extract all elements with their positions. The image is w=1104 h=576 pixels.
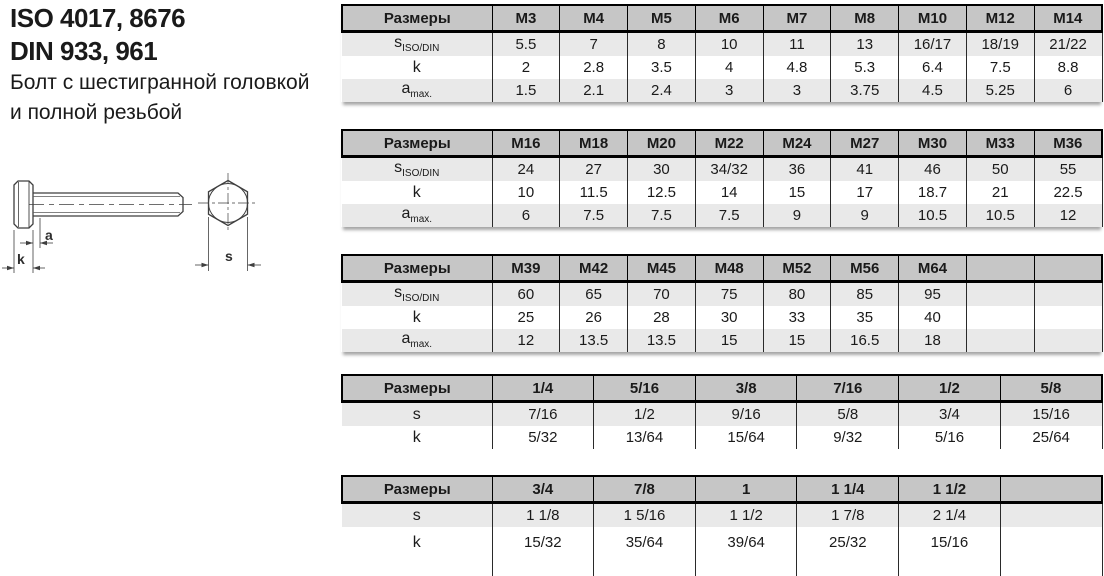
dimension-value-cell: 18/19	[966, 32, 1034, 57]
dimension-value-cell: 21/22	[1034, 32, 1102, 57]
dimension-value-cell: 17	[831, 181, 899, 204]
dimension-value-cell: 2.4	[628, 79, 696, 102]
size-column-header: 1 1/4	[797, 476, 899, 503]
size-column-header: M6	[695, 5, 763, 32]
dimension-row	[342, 181, 1102, 204]
dimension-value-cell	[1000, 503, 1102, 528]
dimension-value-cell: 7.5	[628, 204, 696, 227]
size-column-header: M4	[560, 5, 628, 32]
dimension-value-cell: 1 1/8	[492, 503, 594, 528]
dimension-value-cell: 3	[695, 79, 763, 102]
size-column-header: M36	[1034, 130, 1102, 157]
size-column-header: 1/4	[492, 375, 594, 402]
size-column-header: M56	[831, 255, 899, 282]
dimension-value-cell: 35/64	[594, 527, 696, 576]
dimension-row	[342, 204, 1102, 227]
dimension-value-cell: 7.5	[560, 204, 628, 227]
dimension-label-s: s	[225, 248, 233, 264]
dimension-value-cell: 16/17	[899, 32, 967, 57]
dimension-value-cell: 1.5	[492, 79, 560, 102]
dimension-value-cell	[1034, 306, 1102, 329]
size-column-header: M10	[899, 5, 967, 32]
size-column-header: M24	[763, 130, 831, 157]
bolt-side-view	[14, 181, 192, 228]
dimension-value-cell: 35	[831, 306, 899, 329]
dimension-value-cell: 7.5	[966, 56, 1034, 79]
header-row	[342, 130, 1102, 157]
dimension-label-a: a	[45, 227, 53, 243]
size-column-header: 1/2	[899, 375, 1001, 402]
size-column-header	[1034, 255, 1102, 282]
size-column-header: M42	[560, 255, 628, 282]
dimension-value-cell: 10.5	[899, 204, 967, 227]
dimension-value-cell: 25/64	[1000, 426, 1102, 449]
dimension-value-cell: 1 7/8	[797, 503, 899, 528]
size-column-header: M3	[492, 5, 560, 32]
dimension-value-cell: 26	[560, 306, 628, 329]
size-column-header: M12	[966, 5, 1034, 32]
inch-table-small	[341, 374, 1103, 449]
dimension-row	[342, 282, 1102, 307]
dimension-value-cell: 8.8	[1034, 56, 1102, 79]
dimension-value-cell: 15	[695, 329, 763, 352]
row-label: k	[342, 56, 492, 79]
dimension-value-cell: 10	[492, 181, 560, 204]
dimension-value-cell: 40	[899, 306, 967, 329]
dimension-value-cell: 1 5/16	[594, 503, 696, 528]
description-line-2: и полной резьбой	[10, 101, 183, 124]
title-block	[10, 2, 340, 128]
dimension-value-cell: 1/2	[594, 402, 696, 427]
dimension-value-cell: 18.7	[899, 181, 967, 204]
row-label-header: Размеры	[342, 5, 492, 32]
dimension-value-cell: 5/16	[899, 426, 1001, 449]
dimension-value-cell: 5/32	[492, 426, 594, 449]
row-label: k	[342, 527, 492, 576]
bolt-drawing-svg	[0, 170, 290, 340]
header-row	[342, 5, 1102, 32]
dimension-value-cell: 1 1/2	[695, 503, 797, 528]
dimension-value-cell: 14	[695, 181, 763, 204]
size-column-header: 1 1/2	[899, 476, 1001, 503]
dimension-value-cell: 5.3	[831, 56, 899, 79]
size-column-header	[1000, 476, 1102, 503]
dimension-row	[342, 32, 1102, 57]
row-label: k	[342, 306, 492, 329]
dimension-value-cell: 6	[1034, 79, 1102, 102]
size-column-header: 7/8	[594, 476, 696, 503]
dimension-label-k: k	[17, 251, 25, 267]
size-column-header: 1	[695, 476, 797, 503]
bolt-technical-drawing	[0, 170, 290, 340]
dimension-value-cell: 2 1/4	[899, 503, 1001, 528]
size-column-header: M64	[899, 255, 967, 282]
dimension-value-cell: 95	[899, 282, 967, 307]
dimension-value-cell: 50	[966, 157, 1034, 182]
standard-din-title: DIN 933, 961	[10, 36, 158, 66]
dimension-value-cell: 13/64	[594, 426, 696, 449]
size-column-header: 3/8	[695, 375, 797, 402]
dimension-value-cell: 13	[831, 32, 899, 57]
dimension-value-cell: 9/16	[695, 402, 797, 427]
dimension-value-cell: 9	[831, 204, 899, 227]
size-column-header: M7	[763, 5, 831, 32]
dimension-value-cell	[966, 329, 1034, 352]
inch-table-large	[341, 475, 1103, 576]
size-column-header: M27	[831, 130, 899, 157]
dimension-value-cell: 3	[763, 79, 831, 102]
dimension-row	[342, 56, 1102, 79]
dimension-value-cell: 12	[1034, 204, 1102, 227]
dimension-value-cell: 16.5	[831, 329, 899, 352]
dimension-value-cell: 2	[492, 56, 560, 79]
dimension-value-cell: 70	[628, 282, 696, 307]
dimension-value-cell: 33	[763, 306, 831, 329]
dimension-row	[342, 79, 1102, 102]
dimension-value-cell: 9/32	[797, 426, 899, 449]
dimension-value-cell: 12.5	[628, 181, 696, 204]
dimension-value-cell: 30	[628, 157, 696, 182]
dimension-value-cell: 11.5	[560, 181, 628, 204]
dimension-row	[342, 157, 1102, 182]
dimension-value-cell: 24	[492, 157, 560, 182]
dimension-value-cell: 39/64	[695, 527, 797, 576]
row-label: k	[342, 181, 492, 204]
size-column-header: M30	[899, 130, 967, 157]
dimension-value-cell: 4.5	[899, 79, 967, 102]
dimension-value-cell: 41	[831, 157, 899, 182]
row-label: s	[342, 402, 492, 427]
dimension-value-cell: 5.5	[492, 32, 560, 57]
size-column-header: 5/16	[594, 375, 696, 402]
dimension-value-cell: 3.5	[628, 56, 696, 79]
dimension-value-cell: 7	[560, 32, 628, 57]
dimension-value-cell: 21	[966, 181, 1034, 204]
size-column-header: 5/8	[1000, 375, 1102, 402]
dimension-value-cell: 46	[899, 157, 967, 182]
dimension-value-cell: 80	[763, 282, 831, 307]
dimension-value-cell: 2.1	[560, 79, 628, 102]
dimension-value-cell	[966, 306, 1034, 329]
dimension-row	[342, 306, 1102, 329]
dimension-value-cell: 18	[899, 329, 967, 352]
dimension-value-cell: 28	[628, 306, 696, 329]
metric-table-m3-m14	[341, 4, 1103, 102]
dimension-value-cell: 6	[492, 204, 560, 227]
dimension-value-cell: 36	[763, 157, 831, 182]
size-column-header: M52	[763, 255, 831, 282]
description-line-1: Болт с шестигранной головкой	[10, 71, 310, 94]
dimension-value-cell: 6.4	[899, 56, 967, 79]
dimension-value-cell: 55	[1034, 157, 1102, 182]
dimension-value-cell: 13.5	[628, 329, 696, 352]
dimension-row	[342, 503, 1102, 528]
standard-iso-title: ISO 4017, 8676	[10, 3, 186, 33]
dimension-value-cell: 11	[763, 32, 831, 57]
dimension-value-cell: 2.8	[560, 56, 628, 79]
metric-table-m39-m64	[341, 254, 1103, 352]
size-column-header: 7/16	[797, 375, 899, 402]
dimension-value-cell: 30	[695, 306, 763, 329]
row-label-header: Размеры	[342, 130, 492, 157]
dimension-value-cell: 15/64	[695, 426, 797, 449]
dimension-value-cell	[1034, 282, 1102, 307]
dimension-value-cell: 13.5	[560, 329, 628, 352]
dimension-row	[342, 402, 1102, 427]
dimension-value-cell: 27	[560, 157, 628, 182]
size-column-header	[966, 255, 1034, 282]
metric-table-m16-m36	[341, 129, 1103, 227]
size-column-header: 3/4	[492, 476, 594, 503]
dimension-value-cell: 4.8	[763, 56, 831, 79]
row-label-header: Размеры	[342, 375, 492, 402]
dimension-row	[342, 426, 1102, 449]
row-label: $a_{max.}$	[342, 204, 492, 227]
dimension-value-cell: 25/32	[797, 527, 899, 576]
size-column-header: M48	[695, 255, 763, 282]
row-label: $s_{ISO/DIN}$	[342, 157, 492, 182]
size-column-header: M8	[831, 5, 899, 32]
row-label-header: Размеры	[342, 255, 492, 282]
dimension-value-cell: 85	[831, 282, 899, 307]
dimension-value-cell: 60	[492, 282, 560, 307]
row-label: $s_{ISO/DIN}$	[342, 282, 492, 307]
row-label: $s_{ISO/DIN}$	[342, 32, 492, 57]
dimension-value-cell: 15/32	[492, 527, 594, 576]
dimension-value-cell: 8	[628, 32, 696, 57]
dimension-value-cell: 3.75	[831, 79, 899, 102]
dimension-value-cell: 4	[695, 56, 763, 79]
dimension-value-cell: 3/4	[899, 402, 1001, 427]
dimension-value-cell: 22.5	[1034, 181, 1102, 204]
dimension-value-cell: 65	[560, 282, 628, 307]
dimension-value-cell: 10.5	[966, 204, 1034, 227]
dimension-value-cell: 12	[492, 329, 560, 352]
size-column-header: M18	[560, 130, 628, 157]
header-row	[342, 476, 1102, 503]
header-row	[342, 255, 1102, 282]
size-column-header: M5	[628, 5, 696, 32]
row-label: k	[342, 426, 492, 449]
row-label: $a_{max.}$	[342, 329, 492, 352]
size-column-header: M14	[1034, 5, 1102, 32]
size-column-header: M33	[966, 130, 1034, 157]
size-column-header: M16	[492, 130, 560, 157]
dimension-value-cell: 15/16	[899, 527, 1001, 576]
row-label-header: Размеры	[342, 476, 492, 503]
bolt-end-view	[198, 173, 258, 233]
size-column-header: M22	[695, 130, 763, 157]
dimension-value-cell: 9	[763, 204, 831, 227]
dimension-value-cell: 34/32	[695, 157, 763, 182]
dimension-value-cell: 15	[763, 181, 831, 204]
dimension-value-cell	[1000, 527, 1102, 576]
dimension-tables	[341, 0, 1104, 576]
header-row	[342, 375, 1102, 402]
dimension-value-cell: 5/8	[797, 402, 899, 427]
dimension-value-cell: 15	[763, 329, 831, 352]
dimension-value-cell: 25	[492, 306, 560, 329]
size-column-header: M45	[628, 255, 696, 282]
row-label: s	[342, 503, 492, 528]
size-column-header: M20	[628, 130, 696, 157]
size-column-header: M39	[492, 255, 560, 282]
dimension-value-cell: 15/16	[1000, 402, 1102, 427]
dimension-value-cell: 7.5	[695, 204, 763, 227]
dimension-row	[342, 329, 1102, 352]
dimension-value-cell	[966, 282, 1034, 307]
dimension-value-cell	[1034, 329, 1102, 352]
dimension-value-cell: 5.25	[966, 79, 1034, 102]
dimension-value-cell: 10	[695, 32, 763, 57]
dimension-value-cell: 7/16	[492, 402, 594, 427]
row-label: $a_{max.}$	[342, 79, 492, 102]
dimension-row	[342, 527, 1102, 576]
dimension-value-cell: 75	[695, 282, 763, 307]
